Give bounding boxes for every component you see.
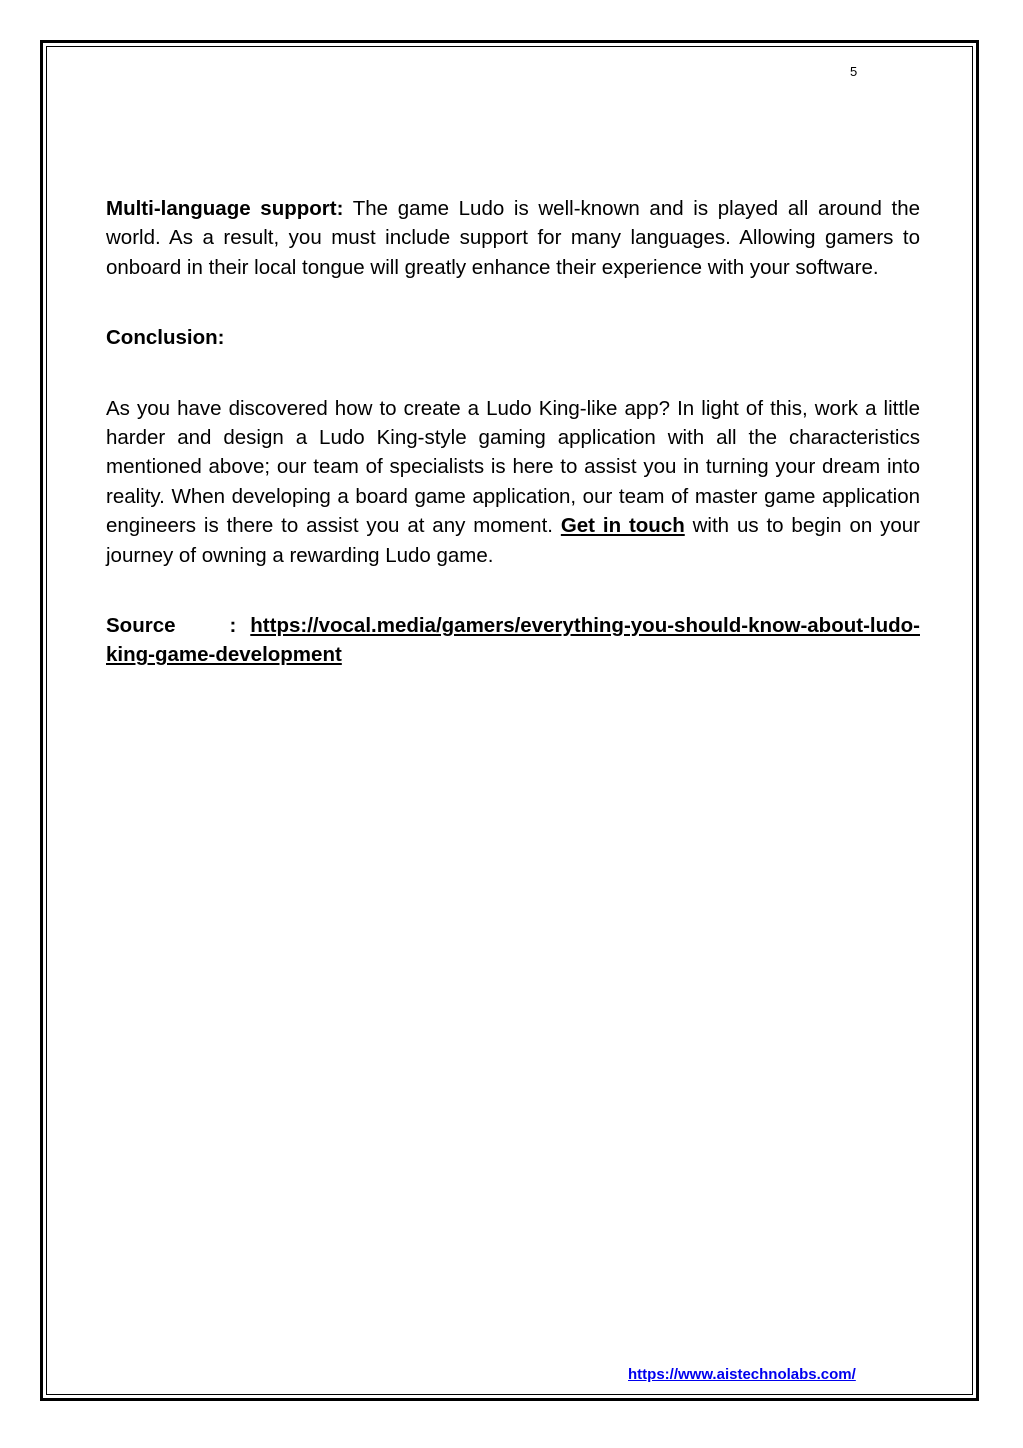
conclusion-text: As you have discovered how to create a Ludo King-like app? In light of this, work a little harder and design a Ludo King-style gaming application with all the characteristics mentioned above; our team of specialists is here to assist you in turning your dream into reality. When developing a board game application, our team of master game application engineers is there to assist you at any moment. — [106, 396, 920, 538]
source-link[interactable]: https://vocal.media/gamers/everything-you-should-know-about-ludo-king-game-development — [106, 614, 920, 667]
multilang-text: The game Ludo is well-known and is played all around the world. As a result, you must include support for many languages. Allowing gamers to onboard in their local tongue will greatly enhance their experience with your software. — [106, 197, 920, 279]
conclusion-text-after: with us to begin on your journey of owning a rewarding Ludo game. — [106, 514, 920, 567]
conclusion-paragraph — [106, 394, 920, 570]
multilang-label: Multi-language support: — [106, 197, 344, 220]
footer-website-link[interactable]: https://www.aistechnolabs.com/ — [628, 1366, 856, 1383]
source-label: Source : — [106, 614, 237, 638]
source-paragraph — [106, 611, 920, 670]
conclusion-heading: Conclusion: — [106, 326, 225, 350]
page-number: 5 — [850, 64, 858, 79]
get-in-touch-link[interactable]: Get in touch — [560, 514, 685, 538]
multilang-paragraph — [106, 194, 920, 282]
document-body — [106, 194, 920, 670]
